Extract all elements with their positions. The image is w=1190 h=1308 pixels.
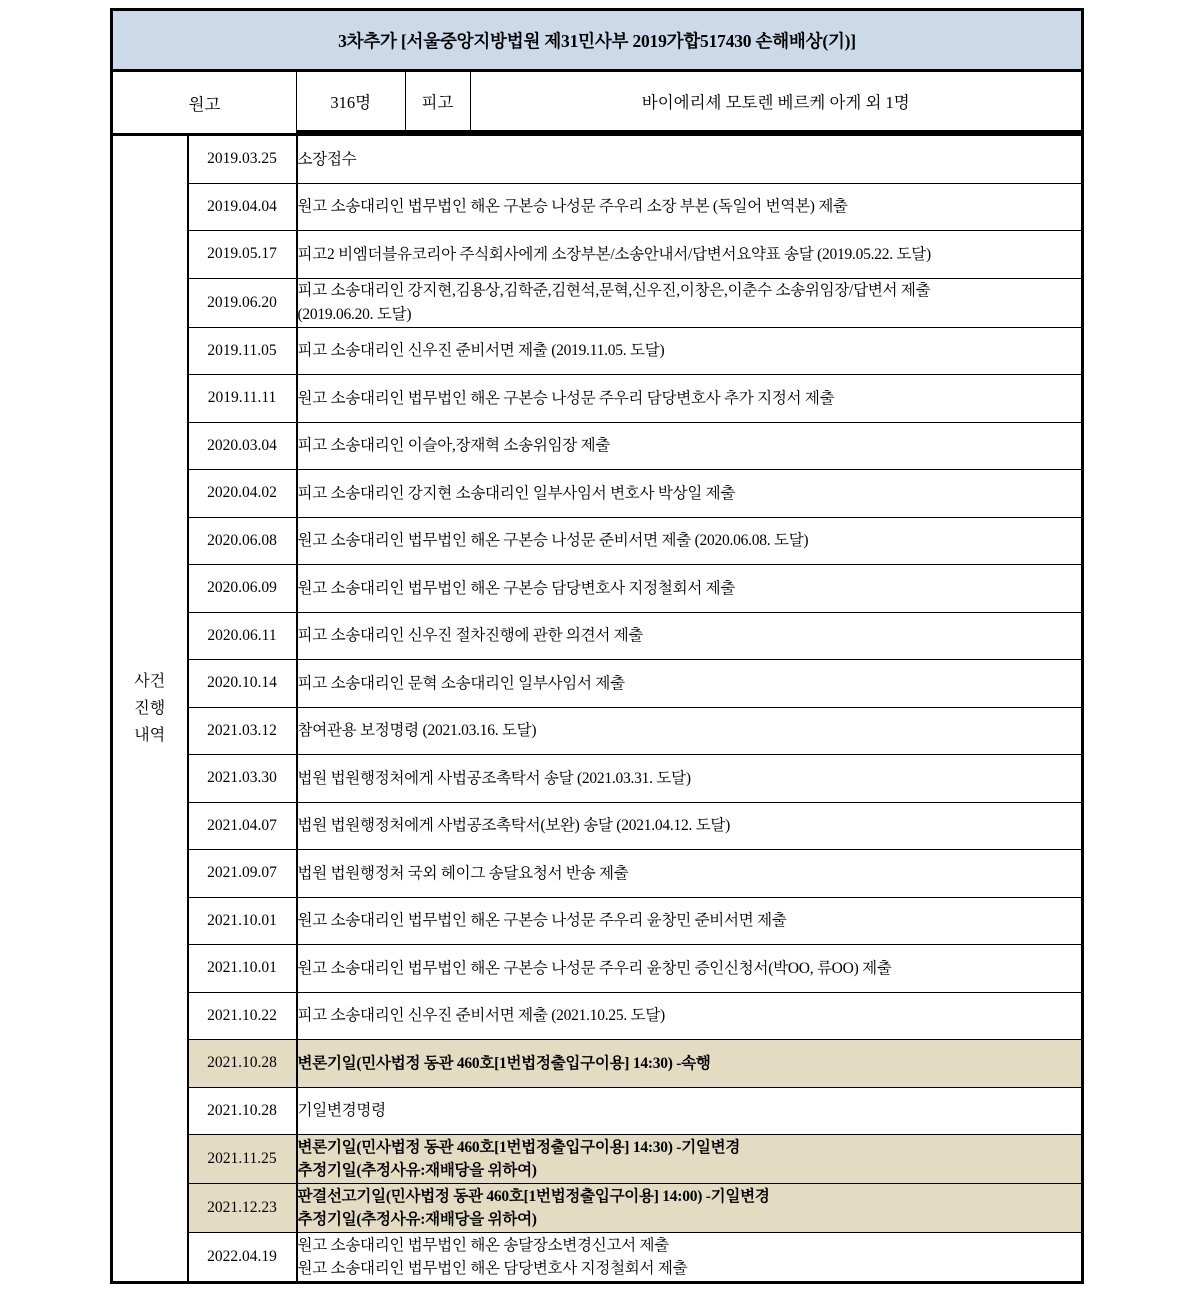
title-row [112,10,1083,71]
event-description-line: 법원 법원행정처에게 사법공조촉탁서(보완) 송달 (2021.04.12. 도달) [297,817,731,835]
event-description-line: 소장접수 [297,150,357,168]
event-description [297,278,1083,327]
table-row [112,612,1083,660]
event-description [297,470,1083,518]
table-row [112,1184,1083,1233]
event-description-line: 추정기일(추정사유:재배당을 위하여) [297,1162,537,1179]
event-description [297,183,1083,231]
event-description-line: 피고 소송대리인 신우진 준비서면 제출 (2021.10.25. 도달) [297,1007,665,1025]
table-row [112,278,1083,327]
event-description [297,1087,1083,1135]
defendant-name: 바이에리셰 모토렌 베르케 아게 외 1명 [470,72,1081,132]
table-row [112,992,1083,1040]
table-row [112,470,1083,518]
section-label-line-3: 내역 [134,727,166,745]
event-description [297,517,1083,565]
table-row [112,422,1083,470]
table-row [112,327,1083,375]
event-description-line: 피고 소송대리인 신우진 절차진행에 관한 의견서 제출 [297,627,644,645]
event-date: 2019.03.25 [188,135,297,184]
parties-row [112,71,1083,135]
table-row [112,1135,1083,1184]
event-description-line: 원고 소송대리인 법무법인 해온 송달장소변경신고서 제출 [297,1236,669,1254]
event-description [297,327,1083,375]
event-description [297,660,1083,708]
plaintiff-label: 원고 [112,71,297,135]
case-progress-table [110,8,1084,1284]
event-date: 2021.09.07 [188,850,297,898]
event-description-line: 판결선고기일(민사법정 동관 460호[1번법정출입구이용] 14:00) -기일변경 [297,1187,770,1205]
event-description [297,135,1083,184]
event-description-line: 변론기일(민사법정 동관 460호[1번법정출입구이용] 14:30) -속행 [297,1054,711,1072]
event-description-line: (2019.06.20. 도달) [297,305,412,323]
event-description [297,565,1083,613]
table-row [112,802,1083,850]
event-date: 2021.10.01 [188,897,297,945]
event-description [297,755,1083,803]
event-date: 2022.04.19 [188,1233,297,1283]
event-date: 2021.10.28 [188,1040,297,1088]
event-description [297,612,1083,660]
table-row [112,660,1083,708]
event-date: 2019.05.17 [188,231,297,279]
event-date: 2020.10.14 [188,660,297,708]
event-description-line: 원고 소송대리인 법무법인 해온 구본승 담당변호사 지정철회서 제출 [297,579,736,597]
table-row [112,565,1083,613]
table-row [112,1040,1083,1088]
table-row [112,1233,1083,1283]
defendant-label: 피고 [405,72,470,132]
event-description [297,375,1083,423]
plaintiff-count: 316명 [297,72,405,132]
section-label-line-2: 진행 [134,699,166,717]
event-description-line: 원고 소송대리인 법무법인 해온 구본승 나성문 주우리 윤창민 준비서면 제출 [297,912,787,930]
event-description-line: 변론기일(민사법정 동관 460호[1번법정출입구이용] 14:30) -기일변경 [297,1138,741,1156]
event-date: 2021.03.12 [188,707,297,755]
event-date: 2021.03.30 [188,755,297,803]
event-date: 2019.11.05 [188,327,297,375]
section-label [112,135,188,1283]
event-description [297,850,1083,898]
event-description [297,422,1083,470]
table-row [112,135,1083,184]
event-date: 2020.03.04 [188,422,297,470]
event-date: 2021.10.22 [188,992,297,1040]
event-date: 2021.10.28 [188,1087,297,1135]
event-description-line: 원고 소송대리인 법무법인 해온 구본승 나성문 주우리 담당변호사 추가 지정서 제출 [297,389,835,407]
event-description [297,992,1083,1040]
table-row [112,850,1083,898]
table-body [112,10,1083,1283]
event-date: 2019.04.04 [188,183,297,231]
event-date: 2019.11.11 [188,375,297,423]
table-row [112,517,1083,565]
section-label-line-1: 사건 [134,672,166,690]
table-row [112,707,1083,755]
event-date: 2020.04.02 [188,470,297,518]
event-date: 2020.06.08 [188,517,297,565]
table-row [112,755,1083,803]
event-date: 2021.04.07 [188,802,297,850]
event-description [297,1040,1083,1088]
table-row [112,1087,1083,1135]
event-description [297,707,1083,755]
event-description-line: 피고 소송대리인 신우진 준비서면 제출 (2019.11.05. 도달) [297,342,665,360]
event-description-line: 법원 법원행정처에게 사법공조촉탁서 송달 (2021.03.31. 도달) [297,769,691,787]
event-description-line: 기일변경명령 [297,1102,386,1120]
table-row [112,231,1083,279]
table-row [112,183,1083,231]
event-description-line: 피고 소송대리인 강지현 소송대리인 일부사임서 변호사 박상일 제출 [297,484,736,502]
document-title: 3차추가 [서울중앙지방법원 제31민사부 2019가합517430 손해배상(기)] [112,10,1083,71]
event-description-line: 참여관용 보정명령 (2021.03.16. 도달) [297,722,537,740]
event-description-line: 법원 법원행정처 국외 헤이그 송달요청서 반송 제출 [297,864,629,882]
event-description-line: 피고 소송대리인 이슬아,장재혁 소송위임장 제출 [297,437,611,455]
event-description-line: 원고 소송대리인 법무법인 해온 구본승 나성문 준비서면 제출 (2020.06.08. 도달) [297,532,809,550]
event-date: 2021.10.01 [188,945,297,993]
event-description [297,945,1083,993]
table-row [112,897,1083,945]
event-date: 2020.06.09 [188,565,297,613]
event-description-line: 피고2 비엠더블유코리아 주식회사에게 소장부본/소송안내서/답변서요약표 송달 (2019.05.22. 도달) [297,245,931,263]
event-date: 2020.06.11 [188,612,297,660]
table-row [112,375,1083,423]
event-description-line: 원고 소송대리인 법무법인 해온 구본승 나성문 주우리 윤창민 증인신청서(박OO, 류OO) 제출 [297,959,892,977]
event-description [297,897,1083,945]
event-description-line: 피고 소송대리인 강지현,김용상,김학준,김현석,문혁,신우진,이창은,이춘수 소송위임장/답변서 제출 [297,282,931,300]
event-description-line: 원고 소송대리인 법무법인 해온 구본승 나성문 주우리 소장 부본 (독일어 번역본) 제출 [297,198,848,216]
event-date: 2021.11.25 [188,1135,297,1184]
event-date: 2019.06.20 [188,278,297,327]
event-description [297,1135,1083,1184]
event-description [297,1184,1083,1233]
event-description-line: 추정기일(추정사유:재배당을 위하여) [297,1211,537,1228]
event-description-line: 피고 소송대리인 문혁 소송대리인 일부사임서 제출 [297,674,625,692]
event-description [297,231,1083,279]
event-description [297,1233,1083,1283]
event-description [297,802,1083,850]
table-row [112,945,1083,993]
event-date: 2021.12.23 [188,1184,297,1233]
event-description-line: 원고 소송대리인 법무법인 해온 담당변호사 지정철회서 제출 [297,1260,688,1277]
